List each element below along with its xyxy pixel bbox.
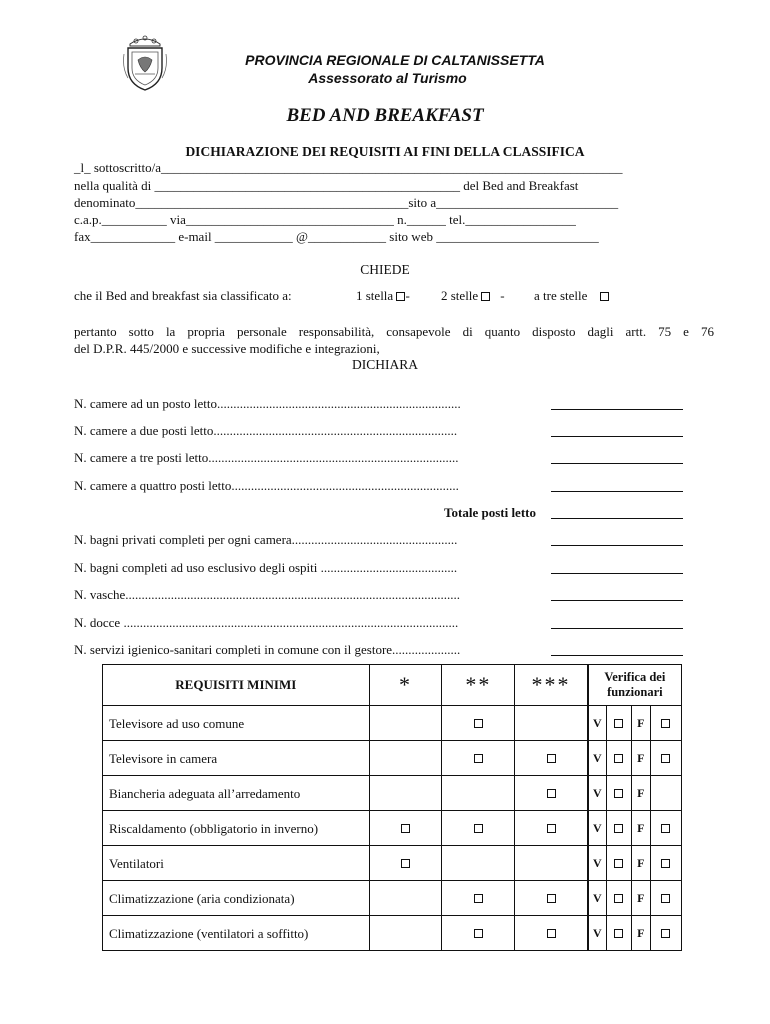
three-star-checkbox[interactable] xyxy=(600,292,609,301)
count-quad-rooms: N. camere a quattro posti letto...................................................................... xyxy=(74,478,459,493)
verify-f-cell[interactable] xyxy=(650,706,681,741)
requirement-label: Climatizzazione (aria condizionata) xyxy=(103,881,370,916)
verify-f-label: F xyxy=(631,881,650,916)
requirements-header: REQUISITI MINIMI xyxy=(103,665,370,706)
count-guest-baths-field[interactable] xyxy=(551,572,683,574)
verify-f-label: F xyxy=(631,811,650,846)
checkbox[interactable] xyxy=(474,929,483,938)
table-row xyxy=(103,706,682,741)
verify-v-cell[interactable] xyxy=(606,916,631,951)
count-triple-rooms-field[interactable] xyxy=(551,462,683,464)
two-star-cell[interactable] xyxy=(442,916,515,951)
verify-v-label: V xyxy=(588,741,607,776)
count-single-rooms-field[interactable] xyxy=(551,408,683,410)
two-star-checkbox[interactable] xyxy=(481,292,490,301)
count-shared-services: N. servizi igienico-sanitari completi in comune con il gestore..................... xyxy=(74,642,461,657)
verify-v-label: V xyxy=(588,916,607,951)
checkbox[interactable] xyxy=(614,894,623,903)
checkbox[interactable] xyxy=(547,789,556,798)
verify-f-label: F xyxy=(631,846,650,881)
checkbox[interactable] xyxy=(614,859,623,868)
requirement-label: Televisore in camera xyxy=(103,741,370,776)
one-star-cell xyxy=(369,881,442,916)
verify-f-cell xyxy=(650,776,681,811)
three-star-cell xyxy=(515,706,588,741)
table-header-row xyxy=(103,665,682,706)
count-guest-baths: N. bagni completi ad uso esclusivo degli ospiti .......................................... xyxy=(74,560,458,575)
table-row xyxy=(103,881,682,916)
verify-v-cell[interactable] xyxy=(606,846,631,881)
count-quad-rooms-field[interactable] xyxy=(551,490,683,492)
table-row xyxy=(103,811,682,846)
requirement-label: Televisore ad uso comune xyxy=(103,706,370,741)
total-beds-field[interactable] xyxy=(551,517,683,519)
checkbox[interactable] xyxy=(614,929,623,938)
count-double-rooms: N. camere a due posti letto........................................................................... xyxy=(74,423,458,438)
two-star-option[interactable]: 2 stelle - xyxy=(441,288,505,303)
one-star-header: * xyxy=(369,665,442,706)
one-star-cell xyxy=(369,916,442,951)
checkbox[interactable] xyxy=(474,719,483,728)
checkbox[interactable] xyxy=(614,824,623,833)
verification-header: Verifica dei funzionari xyxy=(588,665,682,706)
role-field[interactable]: nella qualità di _______________________________________________ del Bed and Breakfast xyxy=(74,178,579,193)
checkbox[interactable] xyxy=(661,859,670,868)
three-star-label: a tre stelle xyxy=(534,288,588,303)
verify-f-label: F xyxy=(631,916,650,951)
three-star-header: *** xyxy=(515,665,588,706)
requirement-label: Biancheria adeguata all’arredamento xyxy=(103,776,370,811)
three-star-cell[interactable] xyxy=(515,776,588,811)
checkbox[interactable] xyxy=(614,719,623,728)
three-star-cell[interactable] xyxy=(515,881,588,916)
table-row xyxy=(103,741,682,776)
two-star-cell[interactable] xyxy=(442,706,515,741)
checkbox[interactable] xyxy=(401,859,410,868)
one-star-label: 1 stella xyxy=(356,288,394,303)
checkbox[interactable] xyxy=(661,754,670,763)
table-row xyxy=(103,916,682,951)
verify-f-cell[interactable] xyxy=(650,916,681,951)
verify-f-cell[interactable] xyxy=(650,846,681,881)
count-triple-rooms: N. camere a tre posti letto............................................................................. xyxy=(74,450,459,465)
count-single-rooms: N. camere ad un posto letto........................................................................... xyxy=(74,396,461,411)
department-name: Assessorato al Turismo xyxy=(308,70,467,86)
checkbox[interactable] xyxy=(547,894,556,903)
checkbox[interactable] xyxy=(474,894,483,903)
count-double-rooms-field[interactable] xyxy=(551,435,683,437)
three-star-cell[interactable] xyxy=(515,811,588,846)
declaration-text-line2: del D.P.R. 445/2000 e successive modifiche e integrazioni, xyxy=(74,341,380,356)
one-star-cell xyxy=(369,706,442,741)
one-star-cell[interactable] xyxy=(369,811,442,846)
verify-v-cell[interactable] xyxy=(606,706,631,741)
checkbox[interactable] xyxy=(401,824,410,833)
document-title: BED AND BREAKFAST xyxy=(286,105,484,126)
one-star-cell xyxy=(369,741,442,776)
three-star-cell[interactable] xyxy=(515,916,588,951)
one-star-option[interactable]: 1 stella - xyxy=(356,288,410,303)
count-showers: N. docce ....................................................................................................... xyxy=(74,615,459,630)
one-star-cell xyxy=(369,776,442,811)
total-beds-label: Totale posti letto xyxy=(444,505,536,520)
two-star-cell xyxy=(442,776,515,811)
verify-v-cell[interactable] xyxy=(606,741,631,776)
request-heading: CHIEDE xyxy=(360,262,410,277)
declaration-heading: DICHIARA xyxy=(352,357,418,372)
table-row xyxy=(103,846,682,881)
count-shared-services-field[interactable] xyxy=(551,654,683,656)
verify-v-cell[interactable] xyxy=(606,776,631,811)
checkbox[interactable] xyxy=(661,929,670,938)
table-row xyxy=(103,776,682,811)
verify-f-label: F xyxy=(631,741,650,776)
verify-f-cell[interactable] xyxy=(650,741,681,776)
one-star-cell[interactable] xyxy=(369,846,442,881)
two-star-header: ** xyxy=(442,665,515,706)
three-star-cell[interactable] xyxy=(515,741,588,776)
verify-v-label: V xyxy=(588,881,607,916)
signatory-field[interactable]: _l_ sottoscritto/a_______________________________________________________________________ xyxy=(74,160,623,175)
verify-v-cell[interactable] xyxy=(606,811,631,846)
contact-field[interactable]: fax_____________ e-mail ____________ @____________ sito web _________________________ xyxy=(74,229,599,244)
requirement-label: Ventilatori xyxy=(103,846,370,881)
verify-v-label: V xyxy=(588,706,607,741)
count-showers-field[interactable] xyxy=(551,627,683,629)
establishment-name-field[interactable]: denominato__________________________________________sito a____________________________ xyxy=(74,195,619,210)
requirement-label: Riscaldamento (obbligatorio in inverno) xyxy=(103,811,370,846)
three-star-cell xyxy=(515,846,588,881)
checkbox[interactable] xyxy=(547,754,556,763)
count-private-baths: N. bagni privati completi per ogni camera................................................... xyxy=(74,532,458,547)
request-text: che il Bed and breakfast sia classificato a: xyxy=(74,288,292,303)
checkbox[interactable] xyxy=(614,754,623,763)
verify-v-label: V xyxy=(588,846,607,881)
verify-f-label: F xyxy=(631,706,650,741)
verify-f-label: F xyxy=(631,776,650,811)
address-field[interactable]: c.a.p.__________ via________________________________ n.______ tel._________________ xyxy=(74,212,576,227)
count-private-baths-field[interactable] xyxy=(551,544,683,546)
document-subtitle: DICHIARAZIONE DEI REQUISITI AI FINI DELLA CLASSIFICA xyxy=(185,144,585,159)
two-star-cell[interactable] xyxy=(442,881,515,916)
requirement-label: Climatizzazione (ventilatori a soffitto) xyxy=(103,916,370,951)
checkbox[interactable] xyxy=(661,719,670,728)
three-star-option[interactable] xyxy=(534,288,609,304)
verify-f-cell[interactable] xyxy=(650,811,681,846)
checkbox[interactable] xyxy=(547,929,556,938)
checkbox[interactable] xyxy=(661,824,670,833)
two-star-label: 2 stelle xyxy=(441,288,479,303)
two-star-cell xyxy=(442,846,515,881)
checkbox[interactable] xyxy=(474,824,483,833)
province-name: PROVINCIA REGIONALE DI CALTANISSETTA xyxy=(245,52,545,68)
checkbox[interactable] xyxy=(614,789,623,798)
requirements-table xyxy=(102,664,682,951)
count-bathtubs: N. vasche....................................................................................................... xyxy=(74,587,461,602)
verify-f-cell[interactable] xyxy=(650,881,681,916)
verify-v-label: V xyxy=(588,776,607,811)
two-star-cell[interactable] xyxy=(442,741,515,776)
checkbox[interactable] xyxy=(547,824,556,833)
count-bathtubs-field[interactable] xyxy=(551,599,683,601)
checkbox[interactable] xyxy=(661,894,670,903)
verify-v-cell[interactable] xyxy=(606,881,631,916)
two-star-cell[interactable] xyxy=(442,811,515,846)
checkbox[interactable] xyxy=(474,754,483,763)
declaration-text-line1: pertanto sotto la propria personale responsabilità, consapevole di quanto disposto dagli artt. 75 e 76 xyxy=(74,324,714,339)
verify-v-label: V xyxy=(588,811,607,846)
